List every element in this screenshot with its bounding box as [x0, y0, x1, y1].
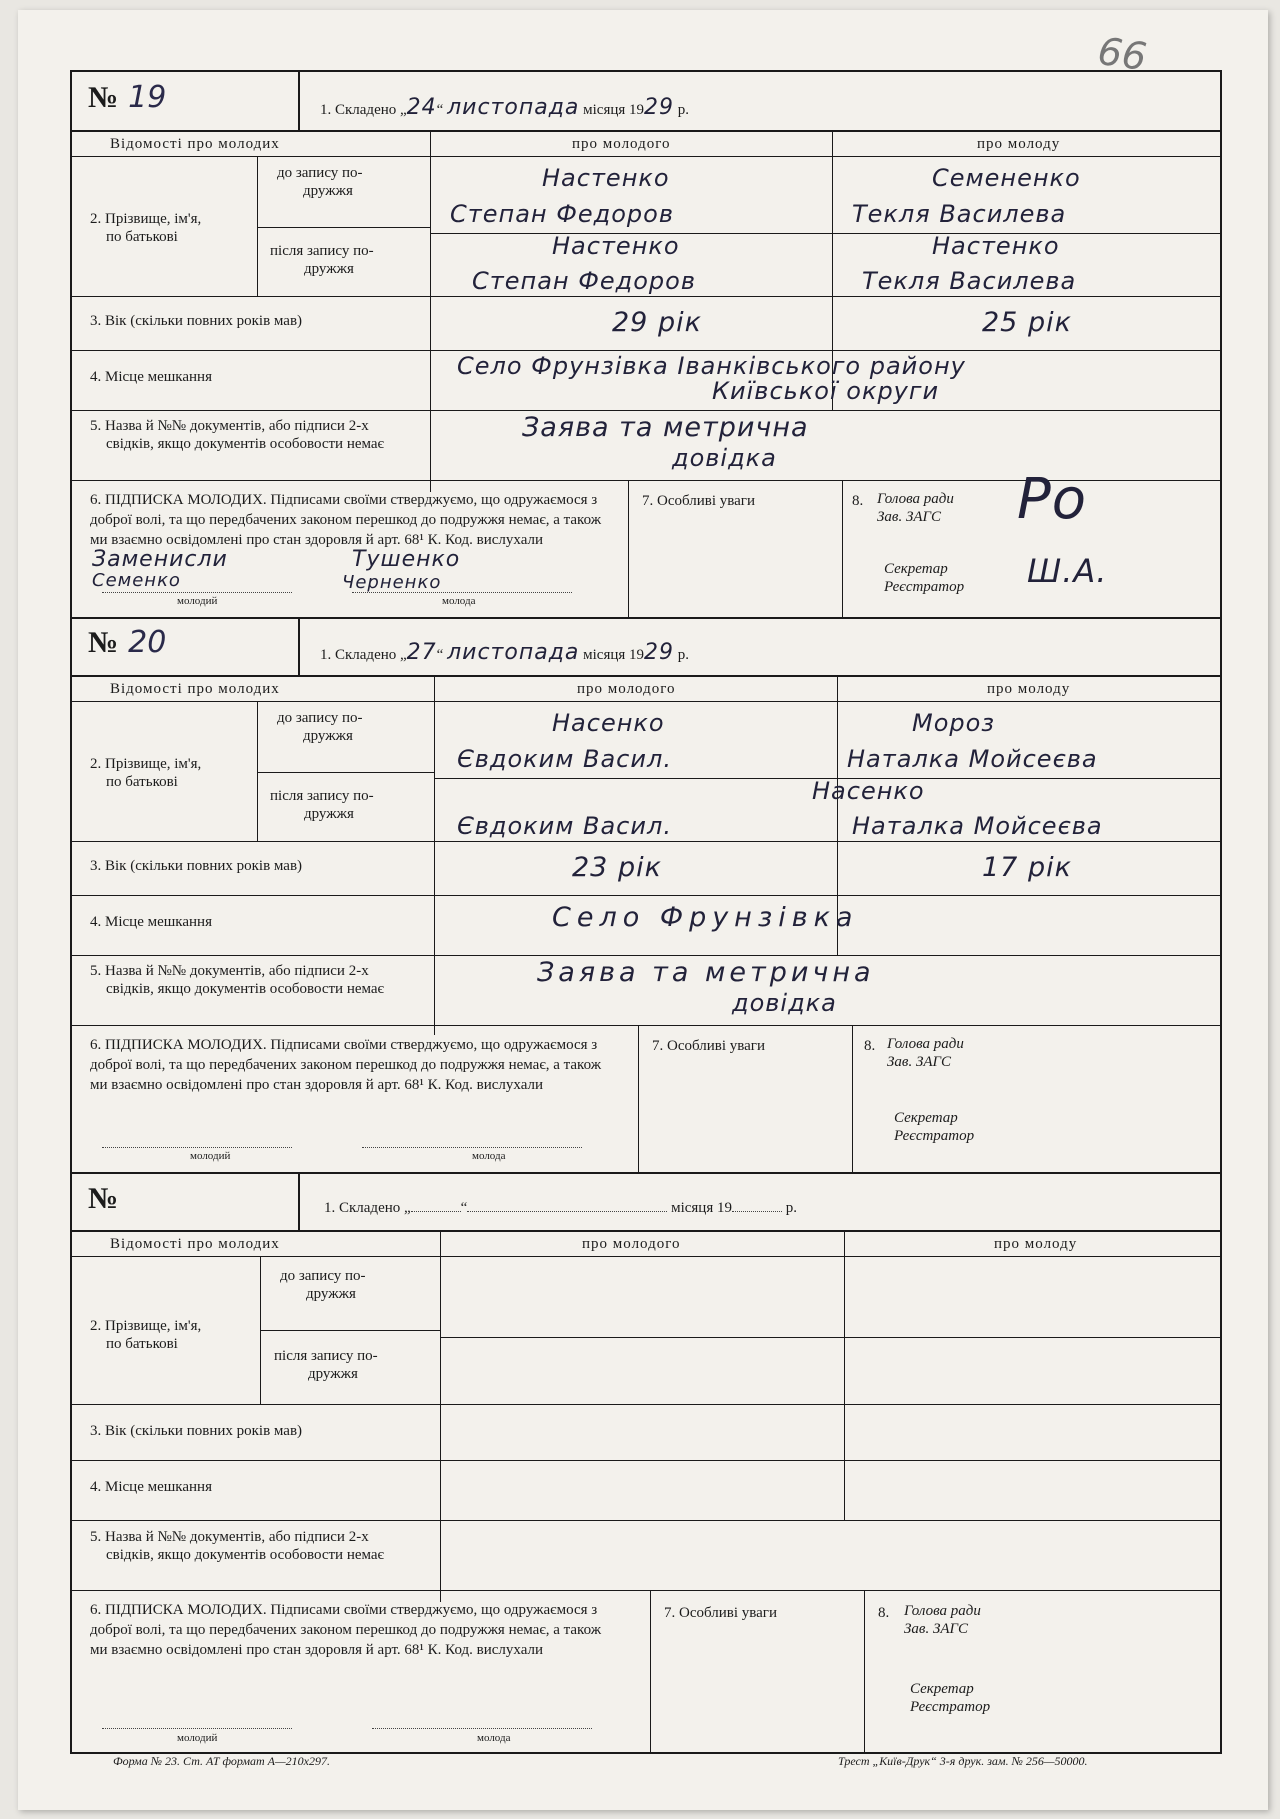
- notes-label: 7. Особливі уваги: [652, 1038, 765, 1054]
- bride-signature-line1: Тушенко: [352, 547, 461, 572]
- before-label: до запису по- дружжя: [277, 710, 363, 744]
- groom-signature-line2: Семенко: [92, 570, 181, 591]
- groom-sub-label: молодий: [177, 1732, 218, 1744]
- secretary-label: Секретар Реєстратор: [884, 561, 965, 595]
- bride-sub-label: молода: [477, 1732, 511, 1744]
- name-row-label: 2. Прізвище, ім'я, по батькові: [90, 211, 202, 245]
- bride-after-name: Наталка Мойсеєва: [852, 812, 1103, 840]
- bride-signature-line2: Черненко: [342, 572, 442, 593]
- groom-after-surname: Настенко: [552, 232, 680, 260]
- groom-header: про молодого: [572, 136, 671, 152]
- compiled-date: 1. Складено „ “ місяця 19 р.: [324, 1200, 797, 1216]
- compiled-date: 1. Складено „24“ листопада місяця 1929 р.: [320, 95, 690, 120]
- head-number: 8.: [878, 1605, 890, 1621]
- record-number: №: [88, 1182, 119, 1215]
- notes-label: 7. Особливі уваги: [664, 1605, 777, 1621]
- groom-before-surname: Настенко: [542, 164, 670, 192]
- signature-statement: 6. ПІДПИСКА МОЛОДИХ. Підписами своїми стверджуємо, що одружаємося з доброї волі, та що передбачених законом перешкод до подружжя немає, а також ми взаємно освідомлені про стан здоровля й арт. 68¹ К. Код. вислухали: [90, 1037, 602, 1093]
- record-number: № 20: [88, 625, 167, 660]
- after-label: після запису по- дружжя: [274, 1348, 378, 1382]
- documents-row-label: 5. Назва й №№ документів, або підписи 2-х свідків, якщо документів особовости немає: [90, 418, 384, 452]
- residence-line2: Київської округи: [712, 377, 940, 405]
- age-row-label: 3. Вік (скільки повних років мав): [90, 858, 303, 874]
- groom-sub-label: молодий: [190, 1150, 231, 1162]
- bride-sub-label: молода: [472, 1150, 506, 1162]
- head-label: Голова ради Зав. ЗАГС: [904, 1603, 981, 1637]
- age-row-label: 3. Вік (скільки повних років мав): [90, 313, 303, 329]
- before-label: до запису по- дружжя: [277, 165, 363, 199]
- signature-statement: 6. ПІДПИСКА МОЛОДИХ. Підписами своїми стверджуємо, що одружаємося з доброї волі, та що передбачених законом перешкод до подружжя немає, а також ми взаємно освідомлені про стан здоровля й арт. 68¹ К. Код. вислухали: [90, 1602, 602, 1658]
- residence-row-label: 4. Місце мешкання: [90, 369, 212, 385]
- page-number: 66: [1095, 28, 1150, 80]
- age-row-label: 3. Вік (скільки повних років мав): [90, 1423, 303, 1439]
- after-label: після запису по- дружжя: [270, 788, 374, 822]
- groom-age: 23 рік: [572, 852, 662, 883]
- documents-line1: Заява та метрична: [537, 957, 875, 988]
- bride-age: 25 рік: [982, 307, 1072, 338]
- groom-after-name: Степан Федоров: [472, 267, 696, 295]
- groom-header: про молодого: [577, 681, 676, 697]
- secretary-signature: Ш.А.: [1027, 552, 1108, 590]
- notes-label: 7. Особливі уваги: [642, 493, 755, 509]
- bride-header: про молоду: [977, 136, 1061, 152]
- residence-row-label: 4. Місце мешкання: [90, 1479, 212, 1495]
- bride-header: про молоду: [994, 1236, 1078, 1252]
- head-signature: Ро: [1017, 467, 1088, 532]
- secretary-label: Секретар Реєстратор: [910, 1681, 991, 1715]
- bride-header: про молоду: [987, 681, 1071, 697]
- info-header: Відомості про молодих: [110, 1236, 280, 1252]
- record-number: № 19: [88, 80, 167, 115]
- record-19: [72, 72, 1220, 617]
- form-frame: [70, 70, 1222, 1754]
- documents-row-label: 5. Назва й №№ документів, або підписи 2-х свідків, якщо документів особовости немає: [90, 1529, 384, 1563]
- bride-after-name: Текля Василева: [862, 267, 1077, 295]
- record-empty: [72, 1172, 1220, 1752]
- groom-before-name: Степан Федоров: [450, 200, 674, 228]
- document-sheet: [18, 10, 1268, 1810]
- documents-row-label: 5. Назва й №№ документів, або підписи 2-х свідків, якщо документів особовости немає: [90, 963, 384, 997]
- footer-printer-info: Трест „Київ-Друк“ 3-я друк. зам. № 256—50000.: [838, 1754, 1088, 1768]
- compiled-date: 1. Складено „27“ листопада місяця 1929 р.: [320, 640, 690, 665]
- info-header: Відомості про молодих: [110, 136, 280, 152]
- documents-line1: Заява та метрична: [522, 412, 809, 443]
- groom-before-surname: Насенко: [552, 709, 665, 737]
- after-label: після запису по- дружжя: [270, 243, 374, 277]
- signature-statement: 6. ПІДПИСКА МОЛОДИХ. Підписами своїми стверджуємо, що одружаємося з доброї волі, та що передбачених законом перешкод до подружжя немає, а також ми взаємно освідомлені про стан здоровля й арт. 68¹ К. Код. вислухали: [90, 492, 602, 548]
- secretary-label: Секретар Реєстратор: [894, 1110, 975, 1144]
- before-label: до запису по- дружжя: [280, 1268, 366, 1302]
- head-number: 8.: [864, 1038, 876, 1054]
- groom-after-name: Євдоким Васил.: [457, 812, 672, 840]
- bride-age: 17 рік: [982, 852, 1072, 883]
- head-label: Голова ради Зав. ЗАГС: [877, 491, 954, 525]
- documents-line2: довідка: [732, 989, 837, 1017]
- groom-age: 29 рік: [612, 307, 702, 338]
- bride-sub-label: молода: [442, 595, 476, 607]
- head-number: 8.: [852, 493, 864, 509]
- groom-sub-label: молодий: [177, 595, 218, 607]
- documents-line2: довідка: [672, 444, 777, 472]
- name-row-label: 2. Прізвище, ім'я, по батькові: [90, 1318, 202, 1352]
- groom-signature-line1: Заменисли: [92, 547, 228, 572]
- name-row-label: 2. Прізвище, ім'я, по батькові: [90, 756, 202, 790]
- info-header: Відомості про молодих: [110, 681, 280, 697]
- residence-row-label: 4. Місце мешкання: [90, 914, 212, 930]
- groom-header: про молодого: [582, 1236, 681, 1252]
- bride-before-name: Текля Василева: [852, 200, 1067, 228]
- bride-before-surname: Мороз: [912, 709, 996, 737]
- head-label: Голова ради Зав. ЗАГС: [887, 1036, 964, 1070]
- footer-form-info: Форма № 23. Ст. АТ формат А—210х297.: [113, 1754, 330, 1768]
- record-20: [72, 617, 1220, 1172]
- bride-before-name: Наталка Мойсеєва: [847, 745, 1098, 773]
- groom-before-name: Євдоким Васил.: [457, 745, 672, 773]
- bride-after-surname: Насенко: [812, 777, 925, 805]
- bride-before-surname: Семененко: [932, 164, 1081, 192]
- residence-line1: Село Фрунзівка: [552, 902, 859, 933]
- residence-line1: Село Фрунзівка Іванківського району: [457, 352, 966, 380]
- bride-after-surname: Настенко: [932, 232, 1060, 260]
